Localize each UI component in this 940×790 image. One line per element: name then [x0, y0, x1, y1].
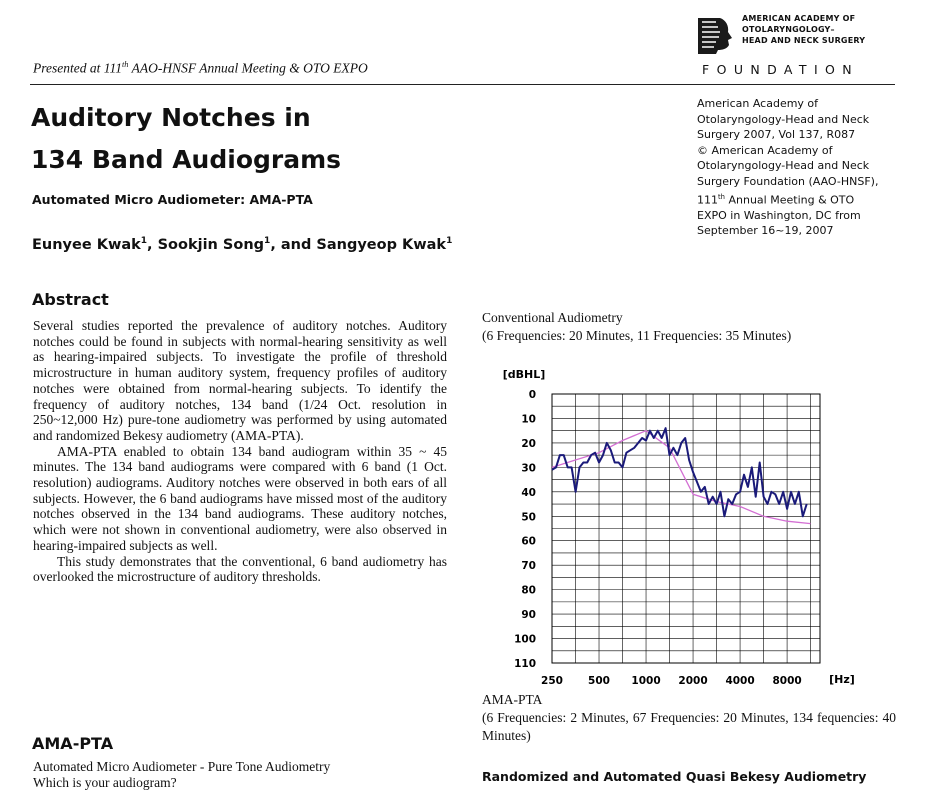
author-sep-2: , and	[270, 236, 317, 253]
author-1-affil: 1	[140, 236, 148, 246]
title-line1: Auditory Notches in	[31, 103, 311, 132]
presented-sup: th	[121, 60, 129, 69]
abstract-paragraph-1: Several studies reported the prevalence of auditory notches. Auditory notches could be found in subjects with normal-hearing sensitivity as well as hearing-impaired subjects. To investigate the profile of threshold microstructure in human auditory system, frequency profiles of auditory notches were obtained from normal-hearing subjects. To identify the frequency of auditory notches, 134 band (1/24 Oct. resolution in 250~12,000 Hz) pure-tone audiometry was performed by using automated and randomized Bekesy audiometry (AMA-PTA).	[33, 318, 447, 443]
x-tick-label: 4000	[725, 675, 755, 687]
citation-text: 111	[697, 193, 718, 207]
logo-text-line3: HEAD AND NECK SURGERY	[742, 36, 866, 45]
y-tick-label: 110	[514, 658, 536, 670]
header-rule	[30, 84, 895, 85]
conventional-audiometry-label	[482, 309, 791, 345]
abstract-body	[33, 318, 447, 585]
conventional-title: Conventional Audiometry	[482, 310, 623, 325]
citation-line: American Academy of	[697, 97, 819, 110]
ama-pta-line2: Which is your audiogram?	[33, 774, 177, 790]
title-line2: 134 Band Audiograms	[31, 145, 342, 174]
presented-at-line	[33, 60, 368, 77]
citation-line: © American Academy of	[697, 143, 833, 157]
author-3: Sangyeop Kwak	[316, 236, 447, 253]
author-1: Eunyee Kwak	[32, 236, 141, 253]
citation-text: Annual Meeting & OTO	[725, 193, 855, 207]
logo-foundation: FOUNDATION	[702, 62, 860, 77]
citation-block	[697, 96, 902, 239]
author-3-affil: 1	[446, 236, 453, 246]
figure-caption	[482, 691, 896, 745]
abstract-heading: Abstract	[32, 290, 109, 309]
ama-pta-line1: Automated Micro Audiometer - Pure Tone Audiometry	[33, 759, 331, 774]
citation-line: September 16~19, 2007	[697, 224, 834, 238]
citation-line: Surgery 2007, Vol 137, R087	[697, 128, 856, 142]
author-sep-1: ,	[147, 236, 158, 253]
citation-line: EXPO in Washington, DC from	[697, 208, 861, 222]
y-tick-label: 60	[521, 535, 536, 548]
citation-line: Otolaryngology-Head and Neck	[697, 159, 870, 173]
author-list	[32, 236, 452, 253]
caption-title: AMA-PTA	[482, 692, 543, 707]
abstract-paragraph-2: AMA-PTA enabled to obtain 134 band audiogram within 35 ~ 45 minutes. The 134 band audiograms were compared with 6 band (1 Oct. resolution) audiograms. Auditory notches were observed in both ears of all subjects. However, the 6 band audiograms have missed most of the auditory notches observed in the 134 band audiograms. These auditory notches, which were not shown in conventional audiometry, were also observed in hearing-impaired subjects as well.	[33, 443, 447, 553]
aao-hns-foundation-logo	[696, 12, 896, 78]
y-tick-label: 20	[521, 437, 536, 450]
citation-line	[697, 190, 902, 208]
author-2-affil: 1	[264, 236, 271, 246]
presented-text: Presented at 111	[33, 60, 122, 76]
citation-line: Surgery Foundation (AAO-HNSF),	[697, 174, 879, 188]
y-tick-label: 0	[528, 389, 536, 401]
y-tick-label: 30	[521, 462, 536, 475]
audiogram-chart	[494, 360, 864, 690]
logo-text-line1: AMERICAN ACADEMY OF	[742, 14, 856, 23]
presented-event: AAO-HNSF Annual Meeting & OTO EXPO	[128, 60, 368, 76]
y-axis-label: [dBHL]	[502, 368, 546, 381]
x-tick-label: 500	[588, 675, 610, 687]
logo-text-line2: OTOLARYNGOLOGY–	[742, 25, 835, 34]
ama-pta-heading: AMA-PTA	[32, 734, 114, 753]
ama-pta-text	[33, 759, 330, 790]
randomized-bekesy-heading: Randomized and Automated Quasi Bekesy Audiometry	[482, 769, 867, 784]
y-tick-label: 50	[521, 511, 536, 524]
y-tick-label: 40	[521, 486, 536, 499]
conventional-detail: (6 Frequencies: 20 Minutes, 11 Frequencies: 35 Minutes)	[482, 328, 792, 343]
author-2: Sookjin Song	[157, 236, 265, 253]
x-tick-label: 250	[541, 675, 563, 687]
citation-sup: th	[718, 192, 725, 201]
y-tick-label: 90	[521, 609, 536, 622]
y-tick-label: 80	[521, 584, 536, 597]
x-tick-label: 8000	[772, 675, 802, 687]
caption-detail: (6 Frequencies: 2 Minutes, 67 Frequencies: 20 Minutes, 134 fequencies: 40 Minutes)	[482, 710, 896, 743]
y-tick-label: 100	[514, 633, 536, 646]
citation-line: Otolaryngology-Head and Neck	[697, 112, 870, 126]
y-tick-label: 10	[521, 413, 536, 426]
x-tick-label: 1000	[631, 675, 661, 687]
x-axis-label: [Hz]	[829, 673, 855, 686]
y-tick-label: 70	[521, 560, 536, 573]
head-profile-logo-icon	[696, 14, 736, 54]
abstract-paragraph-3: This study demonstrates that the conventional, 6 band audiometry has overlooked the microstructure of auditory thresholds.	[33, 553, 447, 585]
subtitle: Automated Micro Audiometer: AMA-PTA	[32, 192, 313, 207]
x-tick-label: 2000	[678, 675, 708, 687]
